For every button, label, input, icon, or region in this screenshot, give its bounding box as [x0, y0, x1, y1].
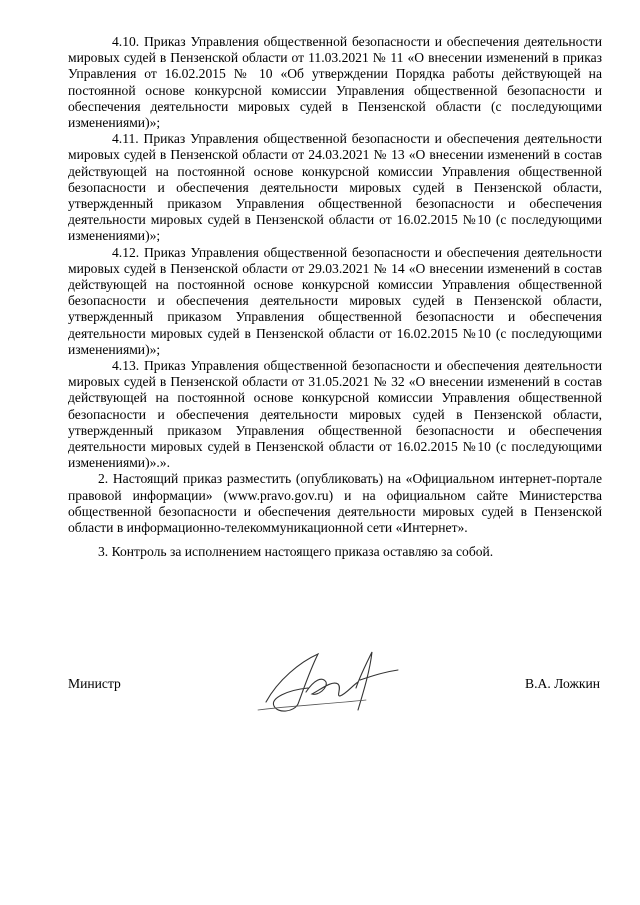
paragraph-4-11: 4.11. Приказ Управления общественной безопасности и обеспечения деятельности мировых судей в Пензенской области от 24.03.2021 № 13 «О внесении изменений в состав действующей на постоянной основе конкурсной комиссии Управления общественной безопасности и обеспечения деятельности мировых судей в Пензенской области, утвержденный приказом Управления общественной безопасности и обеспечения деятельности мировых судей в Пензенской области от 16.02.2015 №10 (с последующими изменениями)»; — [68, 131, 602, 244]
paragraph-4-13: 4.13. Приказ Управления общественной безопасности и обеспечения деятельности мировых судей в Пензенской области от 31.05.2021 № 32 «О внесении изменений в состав действующей на постоянной основе конкурсной комиссии Управления общественной безопасности и обеспечения деятельности мировых судей в Пензенской области, утвержденный приказом Управления общественной безопасности и обеспечения деятельности мировых судей в Пензенской области от 16.02.2015 №10 (с последующими изменениями)».». — [68, 358, 602, 471]
signer-name: В.А. Ложкин — [525, 676, 600, 691]
paragraph-4-10: 4.10. Приказ Управления общественной безопасности и обеспечения деятельности мировых судей в Пензенской области от 11.03.2021 № 11 «О внесении изменений в приказ Управления от 16.02.2015 № 10 «Об утверждении Порядка работы действующей на постоянной основе конкурсной комиссии Управления общественной безопасности и обеспечения деятельности мировых судей в Пензенской области (с последующими изменениями)»; — [68, 34, 602, 131]
handwritten-signature — [248, 640, 408, 720]
document-body — [68, 34, 602, 561]
paragraph-2: 2. Настоящий приказ разместить (опубликовать) на «Официальном интернет-портале правовой информации» (www.pravo.gov.ru) и на официальном сайте Министерства общественной безопасности и обеспечения деятельности мировых судей в Пензенской области в информационно-телекоммуникационной сети «Интернет». — [68, 471, 602, 536]
paragraph-3: 3. Контроль за исполнением настоящего приказа оставляю за собой. — [98, 544, 494, 560]
paragraph-4-12: 4.12. Приказ Управления общественной безопасности и обеспечения деятельности мировых судей в Пензенской области от 29.03.2021 № 14 «О внесении изменений в состав действующей на постоянной основе конкурсной комиссии Управления общественной безопасности и обеспечения деятельности мировых судей в Пензенской области, утвержденный приказом Управления общественной безопасности и обеспечения деятельности мировых судей в Пензенской области от 16.02.2015 №10 (с последующими изменениями)»; — [68, 244, 602, 357]
signer-title: Министр — [68, 676, 121, 691]
